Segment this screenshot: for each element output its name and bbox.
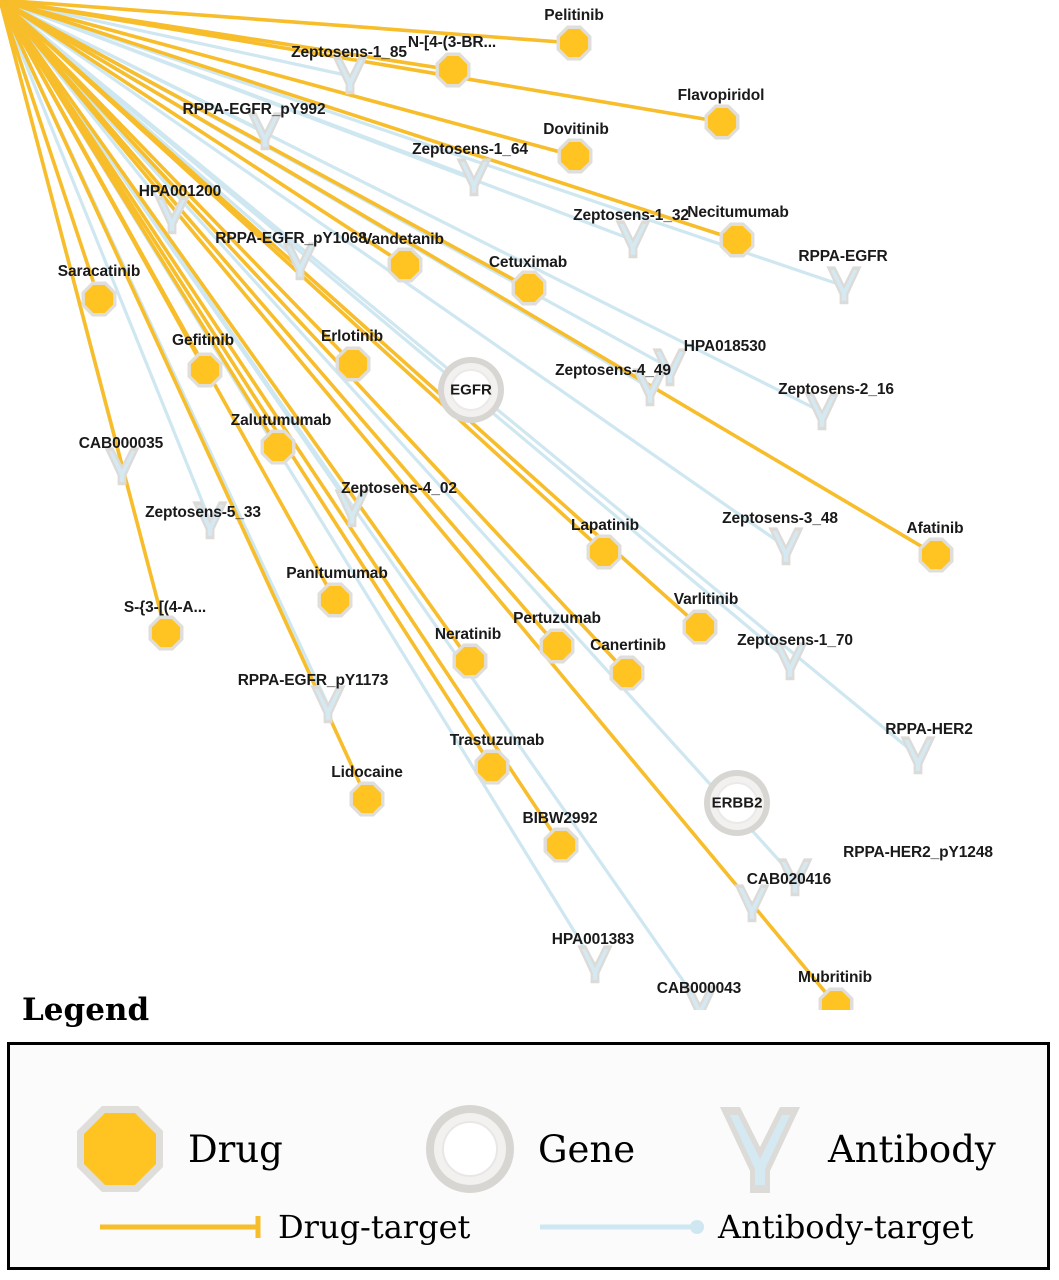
drug-label: Erlotinib [321, 328, 383, 345]
antibody-icon [710, 1099, 810, 1199]
antibody-node[interactable] [310, 685, 345, 723]
legend-label-antibody: Antibody [828, 1127, 996, 1171]
drug-label: Trastuzumab [449, 732, 545, 749]
drug-label: Cetuximab [488, 254, 568, 271]
antibody-node[interactable] [577, 945, 612, 983]
drug-node[interactable] [388, 248, 423, 283]
antibody-label: Zeptosens-3_48 [722, 510, 838, 527]
gene-label-erbb2: ERBB2 [711, 794, 763, 812]
drug-label: Saracatinib [57, 263, 141, 280]
edge [0, 0, 936, 555]
drug-label: Neratinib [434, 626, 502, 643]
antibody-label: RPPA-EGFR_pY992 [182, 101, 326, 118]
antibody-node[interactable] [768, 527, 803, 565]
legend-item-antibody [710, 1099, 996, 1199]
drug-target-edge-icon [98, 1213, 268, 1241]
drug-label: Panitumumab [286, 565, 388, 582]
drug-node[interactable] [436, 53, 471, 88]
legend-item-gene [420, 1099, 635, 1199]
drug-node[interactable] [544, 828, 579, 863]
drug-node[interactable] [558, 139, 593, 174]
drug-node[interactable] [149, 616, 184, 651]
drug-node[interactable] [350, 782, 385, 817]
legend-label-antibody-target: Antibody-target [718, 1208, 974, 1246]
antibody-label: RPPA-EGFR_pY1173 [237, 672, 389, 689]
antibody-target-edge-icon [538, 1213, 708, 1241]
antibody-label: Zeptosens-2_16 [778, 381, 894, 398]
antibody-node[interactable] [900, 736, 935, 774]
drug-node[interactable] [705, 105, 740, 140]
antibody-node[interactable] [615, 220, 650, 258]
drug-label: BIBW2992 [522, 810, 598, 827]
antibody-node[interactable] [456, 158, 491, 196]
antibody-label: RPPA-EGFR [798, 248, 888, 265]
drug-node[interactable] [512, 271, 547, 306]
drug-label: Varlitinib [673, 591, 739, 608]
legend-label-drug-target: Drug-target [278, 1208, 471, 1246]
drug-label: Lidocaine [331, 764, 403, 781]
drug-label: Flavopiridol [677, 87, 765, 104]
gene-label-egfr: EGFR [450, 381, 492, 399]
drug-node[interactable] [188, 353, 223, 388]
drug-label: Gefitinib [172, 332, 234, 349]
antibody-label: Zeptosens-4_02 [341, 480, 457, 497]
legend-title: Legend [22, 992, 150, 1028]
antibody-label: CAB000043 [656, 980, 742, 997]
drug-label: Zalutumumab [230, 412, 332, 429]
drug-label: Afatinib [906, 520, 964, 537]
antibody-label: CAB000035 [78, 435, 164, 452]
drug-label: Dovitinib [543, 121, 609, 138]
gene-icon [420, 1099, 520, 1199]
legend-item-drug-target [98, 1208, 470, 1246]
legend-item-drug [70, 1099, 283, 1199]
antibody-label: Zeptosens-4_49 [555, 362, 671, 379]
legend-label-drug: Drug [188, 1127, 283, 1171]
antibody-label: RPPA-HER2_pY1248 [843, 844, 993, 861]
drug-label: Canertinib [590, 637, 666, 654]
drug-node[interactable] [318, 583, 353, 618]
antibody-node[interactable] [826, 266, 861, 304]
antibody-label: RPPA-HER2 [885, 721, 973, 738]
drug-label: Necitumumab [687, 204, 789, 221]
antibody-label: HPA018530 [683, 338, 767, 355]
legend-label-gene: Gene [538, 1127, 636, 1171]
legend-box [7, 1042, 1050, 1270]
drug-label: Lapatinib [571, 517, 639, 534]
drug-node[interactable] [919, 538, 954, 573]
drug-label: Pertuzumab [513, 610, 601, 627]
antibody-label: Zeptosens-1_32 [573, 207, 689, 224]
drug-label: N-[4-(3-BR... [407, 34, 497, 51]
antibody-label: Zeptosens-5_33 [145, 504, 261, 521]
antibody-label: RPPA-EGFR_pY1068 [215, 230, 367, 247]
antibody-node[interactable] [104, 447, 139, 485]
antibody-label: HPA001383 [551, 931, 635, 948]
drug-node[interactable] [557, 26, 592, 61]
drug-label: Vandetanib [362, 231, 444, 248]
drug-node[interactable] [82, 282, 117, 317]
drug-node[interactable] [453, 644, 488, 679]
antibody-label: CAB020416 [746, 871, 832, 888]
legend-item-antibody-target [538, 1208, 973, 1246]
antibody-node[interactable] [332, 56, 367, 94]
antibody-label: HPA001200 [138, 183, 222, 200]
antibody-label: Zeptosens-1_85 [291, 44, 407, 61]
drug-label: Pelitinib [544, 7, 604, 24]
antibody-label: Zeptosens-1_64 [412, 141, 528, 158]
antibody-label: Zeptosens-1_70 [737, 632, 853, 649]
drug-label: Mubritinib [798, 969, 872, 986]
drug-icon [70, 1099, 170, 1199]
drug-label: S-{3-[(4-A... [123, 599, 207, 616]
